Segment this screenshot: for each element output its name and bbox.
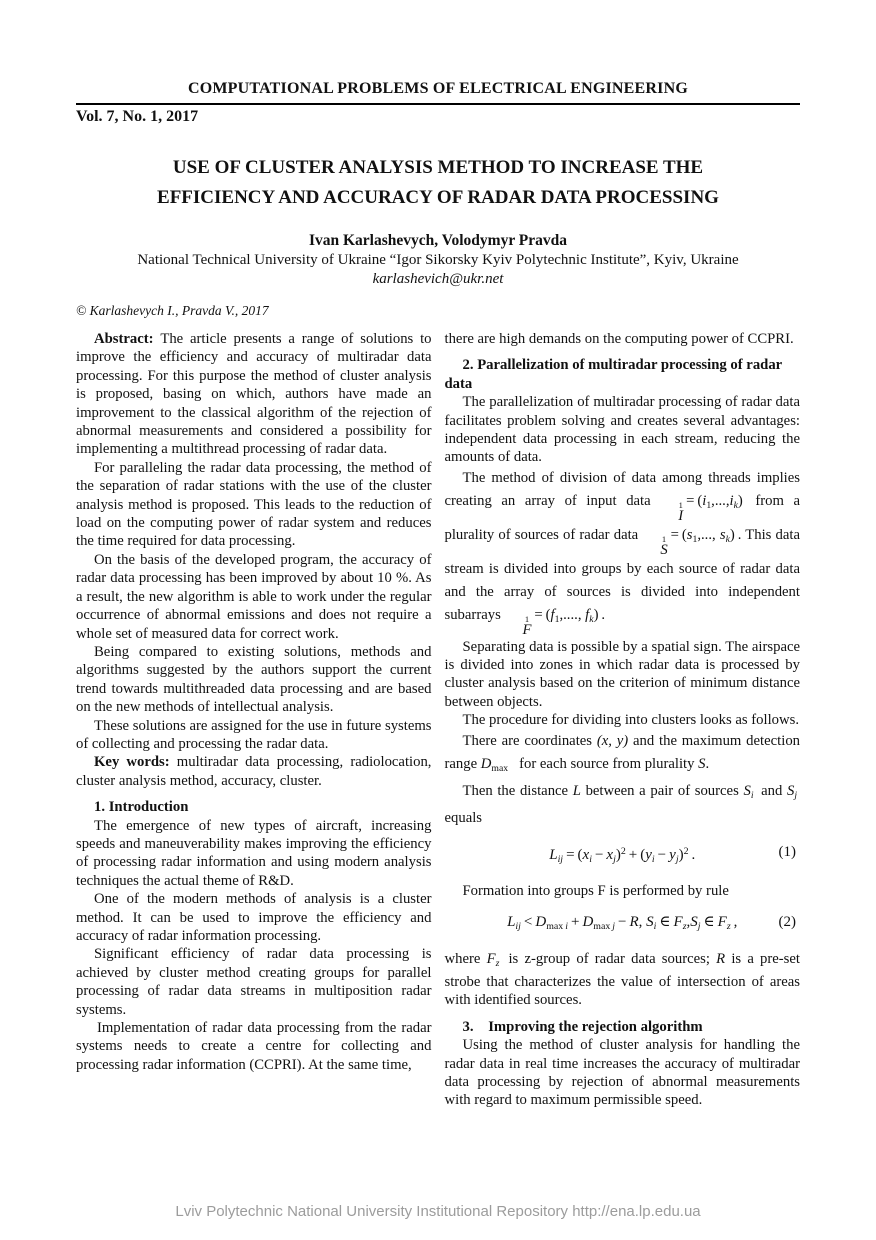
journal-title: COMPUTATIONAL PROBLEMS OF ELECTRICAL ENGINEERING	[187, 80, 689, 97]
page-title	[76, 153, 800, 213]
paragraph: The procedure for dividing into clusters looks as follows.	[462, 712, 800, 729]
header-rule	[76, 103, 800, 105]
equation-number: (1)	[778, 843, 796, 860]
section-heading: 3. Improving the rejection algorithm	[462, 1018, 703, 1035]
page-content	[76, 0, 800, 1110]
equation-number: (2)	[778, 914, 796, 931]
section-heading: 1. Introduction	[94, 799, 189, 816]
paragraph: One of the modern methods of analysis is a cluster method. It can be used to improve the efficiency and accuracy of radar information processing.	[76, 891, 432, 944]
paragraph: The parallelization of multiradar processing of radar data facilitates problem solving and creates several advantages: independent data processing in each stream, reducing the amounts of data.	[444, 394, 800, 466]
equation	[445, 910, 801, 939]
column-left	[76, 330, 432, 1110]
paragraph: Significant efficiency of radar data processing is achieved by cluster method creating groups for parallel processing of radar data streams in multiposition radar systems.	[76, 946, 432, 1018]
equation-formula: $L_{ij} < D_{max}$ $_i + D_{max}$ $_j$ − R, $S_i$ ∈ $F_z,S_j$ ∈ $F_z$ ,	[507, 914, 738, 933]
paragraph: there are high demands on the computing power of CCPRI.	[444, 331, 794, 347]
paragraph: Being compared to existing solutions, methods and algorithms suggested by the authors support the current trend towards multithreaded data processing and are based on the new methods of intellectual analysis.	[76, 643, 432, 716]
paragraph: There are coordinates (x, y) and the maximum detection range $D_{max}$ for each source from plurality S.	[444, 732, 801, 774]
vector-symbol: 1 I	[678, 499, 684, 524]
paragraph: Then the distance L between a pair of sources $S_i$ and $S_j$ equals	[444, 782, 800, 826]
equation	[445, 840, 801, 872]
paragraph: where $F_z$ is z-group of radar data sources; R is a pre-set strobe that characterizes the value of intersection of areas with identified sources.	[444, 950, 800, 1009]
vector-symbol: 1 F	[522, 613, 532, 638]
author-email: karlashevich@ukr.net	[372, 271, 504, 287]
repository-footer: Lviv Polytechnic National University Institutional Repository http://ena.lp.edu.ua	[175, 1203, 701, 1220]
paragraph: Implementation of radar data processing from the radar systems needs to create a centre for collecting and processing radar information (CCPRI). At the same time,	[76, 1020, 432, 1073]
paragraph: Key words: multiradar data processing, radiolocation, cluster analysis method, accuracy, cluster.	[76, 754, 432, 789]
affiliation-line: National Technical University of Ukraine “Igor Sikorsky Kyiv Polytechnic Institute”, Kyiv, Ukraine	[137, 252, 739, 268]
paragraph: For paralleling the radar data processing, the method of the separation of radar stations with the use of the cluster analysis method is proposed. This leads to the reduction of load on the computing power of radar system and reduces the time required for data processing.	[76, 459, 432, 550]
two-column-body	[76, 330, 800, 1110]
paragraph: Separating data is possible by a spatial sign. The airspace is divided into zones in which radar data is processed by cluster analysis based on the criterion of minimum distance between objects.	[444, 638, 800, 710]
paragraph: The emergence of new types of aircraft, increasing speeds and maneuverability makes improving the efficiency of processing radar information and using modern analysis techniques the actual theme of R&D.	[76, 817, 432, 889]
paper-title-line1: USE OF CLUSTER ANALYSIS METHOD TO INCREASE THE	[172, 157, 704, 178]
paragraph: Abstract: The article presents a range of solutions to improve the efficiency and accuracy of multiradar data processing. For this purpose the method of cluster analysis is proposed, basing on which, authors have made an improvement to the classical algorithm of the rejection of abnormal measurements and considered a possibility for implementing a multithread processing of radar data.	[76, 331, 432, 458]
paragraph: Formation into groups F is performed by rule	[462, 882, 729, 899]
section-heading: 2. Parallelization of multiradar processing of radar data	[444, 357, 782, 392]
vector-symbol: 1 S	[660, 533, 668, 558]
equation-formula: $L_{ij} = (x_i - x_j)^2 + (y_i - y_j)^2$ .	[549, 845, 696, 865]
authors-line: Ivan Karlashevych, Volodymyr Pravda	[308, 232, 568, 249]
paragraph: The method of division of data among threads implies creating an array of input data 1 I = $(i_1,...,i_k)$ from a plurality of sources of radar data 1 S = ($s_1$,..., $s_k$) . This data stream is divided into groups by each source of radar data and the array of sources is divided into independent subarrays 1 F = ($f_1$,...., $f_k$) .	[444, 469, 800, 638]
paper-title-line2: EFFICIENCY AND ACCURACY OF RADAR DATA PROCESSING	[157, 187, 719, 208]
paragraph: These solutions are assigned for the use in future systems of collecting and processing the radar data.	[76, 717, 432, 752]
paragraph: On the basis of the developed program, the accuracy of radar data processing has been improved by about 10 %. As a result, the new algorithm is able to work under the regular occurrence of abnormal emissions and does not require a whole set of measured data for correct work.	[76, 551, 432, 642]
volume-issue-line: Vol. 7, No. 1, 2017	[76, 108, 199, 125]
column-right	[445, 330, 801, 1110]
copyright-line: © Karlashevych I., Pravda V., 2017	[76, 303, 269, 318]
paragraph: Using the method of cluster analysis for handling the radar data in real time increases the accuracy of multiradar data processing by rejection of abnormal measurements with regard to maximum permissible speed.	[444, 1037, 800, 1109]
